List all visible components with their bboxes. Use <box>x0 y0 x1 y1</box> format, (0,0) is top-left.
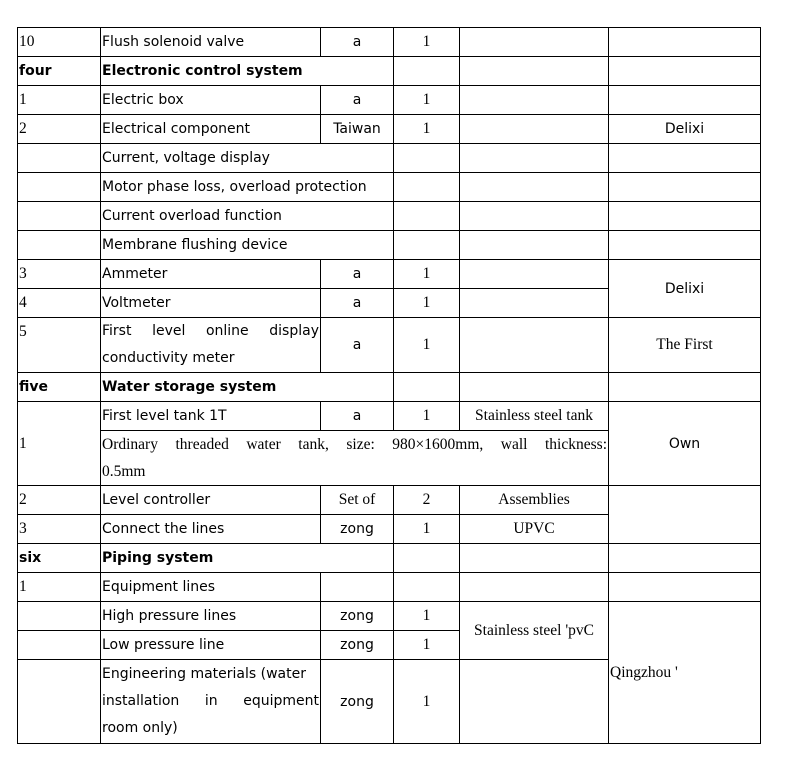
item-name: Flush solenoid valve <box>101 28 321 57</box>
item-number: 10 <box>18 28 101 57</box>
item-name: Electric box <box>101 86 321 115</box>
item-spec <box>460 318 609 373</box>
table-row <box>18 602 761 631</box>
item-quantity: 1 <box>394 318 460 373</box>
item-spec <box>460 115 609 144</box>
item-description-line: 0.5mm <box>102 463 146 480</box>
table-row <box>18 486 761 515</box>
item-name: First level tank 1T <box>101 402 321 431</box>
feature-row <box>18 144 761 173</box>
table-row <box>18 86 761 115</box>
item-quantity: 1 <box>394 28 460 57</box>
section-number: four <box>18 57 101 86</box>
item-name-line: Engineering materials (water <box>102 666 306 682</box>
item-spec <box>460 289 609 318</box>
item-brand <box>609 28 761 57</box>
item-spec <box>460 28 609 57</box>
item-brand: Delixi <box>609 115 761 144</box>
section-number: five <box>18 373 101 402</box>
item-name-line: conductivity meter <box>102 350 235 366</box>
item-number: 4 <box>18 289 101 318</box>
item-brand: Qingzhou ' <box>609 602 761 744</box>
equipment-list-table <box>17 27 761 744</box>
item-unit <box>321 573 394 602</box>
section-title: Piping system <box>101 544 394 573</box>
item-number: 1 <box>18 573 101 602</box>
table-row <box>18 28 761 57</box>
item-number: 1 <box>18 86 101 115</box>
feature-text: Current overload function <box>101 202 394 231</box>
section-row <box>18 57 761 86</box>
item-brand: Own <box>609 402 761 486</box>
item-unit: a <box>321 86 394 115</box>
item-unit: zong <box>321 602 394 631</box>
item-brand <box>609 86 761 115</box>
item-name <box>101 660 321 744</box>
item-name: Ammeter <box>101 260 321 289</box>
item-brand <box>609 573 761 602</box>
item-number: 3 <box>18 515 101 544</box>
item-brand: Delixi <box>609 260 761 318</box>
item-number: 3 <box>18 260 101 289</box>
item-name-line: room only) <box>102 720 178 736</box>
item-quantity: 1 <box>394 86 460 115</box>
item-quantity: 1 <box>394 402 460 431</box>
item-name: Electrical component <box>101 115 321 144</box>
item-spec: UPVC <box>460 515 609 544</box>
section-title: Electronic control system <box>101 57 394 86</box>
table-row <box>18 402 761 431</box>
item-number: 2 <box>18 115 101 144</box>
item-brand <box>609 486 761 544</box>
item-quantity: 1 <box>394 660 460 744</box>
item-number: 1 <box>18 402 101 486</box>
item-unit: a <box>321 402 394 431</box>
section-number: six <box>18 544 101 573</box>
section-row <box>18 373 761 402</box>
item-spec <box>460 573 609 602</box>
feature-text: Motor phase loss, overload protection <box>101 173 394 202</box>
item-name <box>101 318 321 373</box>
item-quantity: 1 <box>394 289 460 318</box>
item-quantity <box>394 573 460 602</box>
item-name: High pressure lines <box>101 602 321 631</box>
item-quantity: 2 <box>394 486 460 515</box>
item-unit: a <box>321 28 394 57</box>
item-number: 2 <box>18 486 101 515</box>
item-unit: zong <box>321 660 394 744</box>
item-unit: Set of <box>321 486 394 515</box>
item-number: 5 <box>18 318 101 373</box>
item-quantity: 1 <box>394 602 460 631</box>
feature-text: Current, voltage display <box>101 144 394 173</box>
item-description-line: Ordinary threaded water tank, size: 980×1600mm, wall thickness: <box>102 436 607 453</box>
item-unit: Taiwan <box>321 115 394 144</box>
item-unit: a <box>321 318 394 373</box>
feature-text: Membrane flushing device <box>101 231 394 260</box>
item-spec <box>460 660 609 744</box>
table-row <box>18 115 761 144</box>
table-row <box>18 573 761 602</box>
feature-row <box>18 173 761 202</box>
item-spec: Stainless steel 'pvC <box>460 602 609 660</box>
item-spec <box>460 86 609 115</box>
item-quantity: 1 <box>394 115 460 144</box>
feature-row <box>18 202 761 231</box>
item-spec: Assemblies <box>460 486 609 515</box>
feature-row <box>18 231 761 260</box>
item-name-line: installation in equipment <box>102 693 319 709</box>
item-spec: Stainless steel tank <box>460 402 609 431</box>
item-quantity: 1 <box>394 260 460 289</box>
table-row <box>18 260 761 289</box>
item-unit: a <box>321 260 394 289</box>
table-row <box>18 318 761 373</box>
item-quantity: 1 <box>394 515 460 544</box>
item-description <box>101 431 609 486</box>
item-name-line: First level online display <box>102 323 319 339</box>
section-title: Water storage system <box>101 373 394 402</box>
item-unit: zong <box>321 515 394 544</box>
section-row <box>18 544 761 573</box>
item-unit: zong <box>321 631 394 660</box>
item-name: Voltmeter <box>101 289 321 318</box>
item-brand: The First <box>609 318 761 373</box>
item-spec <box>460 260 609 289</box>
item-name: Equipment lines <box>101 573 321 602</box>
item-unit: a <box>321 289 394 318</box>
item-name: Level controller <box>101 486 321 515</box>
item-name: Low pressure line <box>101 631 321 660</box>
item-quantity: 1 <box>394 631 460 660</box>
item-name: Connect the lines <box>101 515 321 544</box>
